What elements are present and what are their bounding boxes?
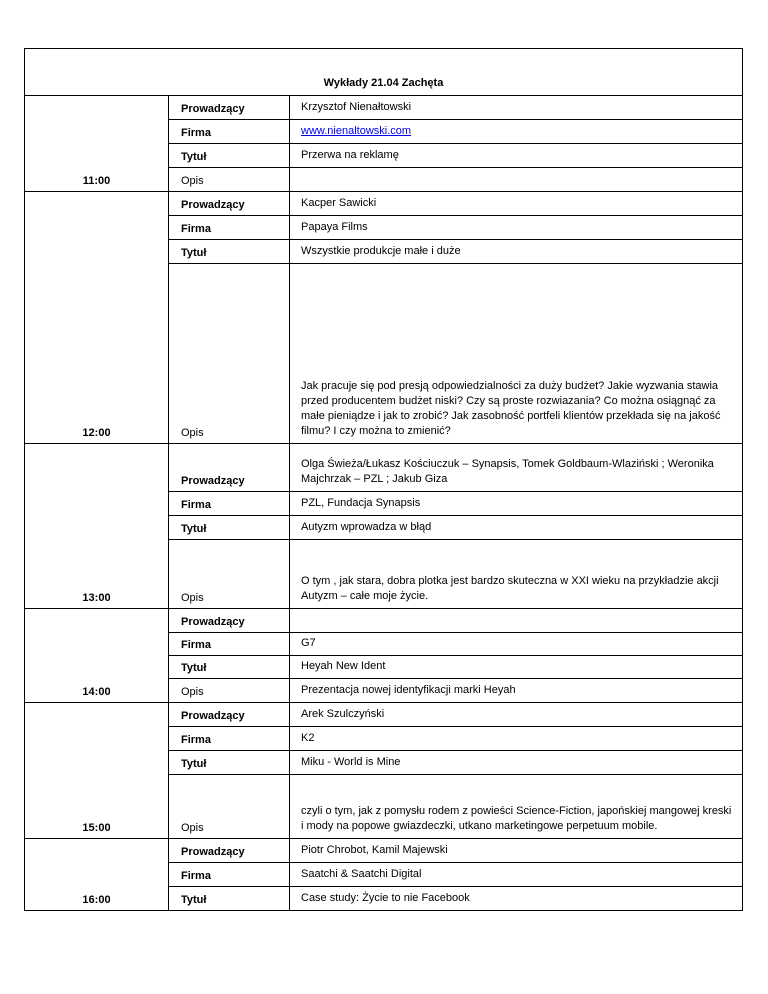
- value-tytul: Case study: Życie to nie Facebook: [301, 892, 470, 904]
- row-opis: [168, 168, 743, 192]
- label-prowadzacy: Prowadzący: [181, 616, 245, 628]
- label-firma: Firma: [181, 870, 211, 882]
- label-prowadzacy: Prowadzący: [181, 475, 245, 487]
- value-firma: PZL, Fundacja Synapsis: [301, 497, 421, 509]
- row-prowadzacy: [168, 444, 743, 492]
- value-tytul: Miku - World is Mine: [301, 756, 401, 768]
- time-cell: [24, 609, 168, 703]
- session-time: 14:00: [82, 686, 111, 698]
- row-firma: [168, 120, 743, 144]
- label-tytul: Tytuł: [181, 894, 207, 906]
- label-firma: Firma: [181, 499, 211, 511]
- value-prowadzacy: Kacper Sawicki: [301, 197, 377, 209]
- label-opis: Opis: [181, 686, 204, 698]
- row-tytul: [168, 656, 743, 679]
- row-tytul: [168, 144, 743, 168]
- row-opis: [168, 679, 743, 703]
- label-firma: Firma: [181, 639, 211, 651]
- row-opis: [168, 775, 743, 839]
- value-prowadzacy: Krzysztof Nienałtowski: [301, 101, 412, 113]
- row-firma: [168, 727, 743, 751]
- session-15-00: [24, 703, 743, 839]
- label-prowadzacy: Prowadzący: [181, 199, 245, 211]
- session-time: 15:00: [82, 822, 111, 834]
- session-16-00: [24, 839, 743, 911]
- label-prowadzacy: Prowadzący: [181, 710, 245, 722]
- row-prowadzacy: [168, 609, 743, 633]
- label-tytul: Tytuł: [181, 151, 207, 163]
- session-11-00: [24, 96, 743, 192]
- value-tytul: Heyah New Ident: [301, 660, 386, 672]
- label-opis: Opis: [181, 427, 204, 439]
- value-opis: Prezentacja nowej identyfikacji marki Heyah: [301, 684, 516, 696]
- value-tytul: Przerwa na reklamę: [301, 149, 399, 161]
- value-firma: G7: [301, 637, 316, 649]
- row-tytul: [168, 887, 743, 911]
- label-prowadzacy: Prowadzący: [181, 846, 245, 858]
- label-opis: Opis: [181, 175, 204, 187]
- row-opis: [168, 264, 743, 444]
- session-14-00: [24, 609, 743, 703]
- label-opis: Opis: [181, 592, 204, 604]
- row-prowadzacy: [168, 96, 743, 120]
- row-firma: [168, 216, 743, 240]
- row-firma: [168, 863, 743, 887]
- value-tytul: Autyzm wprowadza w błąd: [301, 521, 432, 533]
- label-firma: Firma: [181, 223, 211, 235]
- time-cell: [24, 444, 168, 609]
- time-cell: [24, 96, 168, 192]
- time-cell: [24, 839, 168, 911]
- value-opis: O tym , jak stara, dobra plotka jest bardzo skuteczna w XXI wieku na przykładzie akcji Autyzm – całe moje życie.: [301, 575, 719, 602]
- time-cell: [24, 192, 168, 444]
- table-title-row: [24, 48, 743, 96]
- label-tytul: Tytuł: [181, 523, 207, 535]
- value-firma: K2: [301, 732, 315, 744]
- value-opis: czyli o tym, jak z pomysłu rodem z powieści Science-Fiction, japońskiej mangowej kreski i mody na popowe gwiazdeczki, utkano marketingowe perpetuum mobile.: [301, 805, 732, 832]
- row-tytul: [168, 240, 743, 264]
- label-tytul: Tytuł: [181, 247, 207, 259]
- row-prowadzacy: [168, 703, 743, 727]
- session-12-00: [24, 192, 743, 444]
- value-prowadzacy: Arek Szulczyński: [301, 708, 385, 720]
- label-firma: Firma: [181, 734, 211, 746]
- row-firma: [168, 492, 743, 516]
- session-time: 11:00: [82, 175, 111, 187]
- value-firma: Saatchi & Saatchi Digital: [301, 868, 422, 880]
- label-opis: Opis: [181, 822, 204, 834]
- value-opis: Jak pracuje się pod presją odpowiedzialności za duży budżet? Jakie wyzwania stawia przed producentem budżet niski? Czy są proste rozwiazania? Co można osiągnąć za małe pieniądze i jak to zrobić? Jak zasobność portfeli klientów przekłada się na jakość filmu? I czy można to zmienić?: [301, 380, 721, 437]
- label-firma: Firma: [181, 127, 211, 139]
- session-time: 13:00: [82, 592, 111, 604]
- session-time: 16:00: [82, 894, 111, 906]
- row-tytul: [168, 751, 743, 775]
- row-tytul: [168, 516, 743, 540]
- time-cell: [24, 703, 168, 839]
- row-opis: [168, 540, 743, 609]
- session-13-00: [24, 444, 743, 609]
- row-prowadzacy: [168, 192, 743, 216]
- table-title: Wykłady 21.04 Zachęta: [323, 77, 444, 89]
- session-time: 12:00: [82, 427, 111, 439]
- value-prowadzacy: Piotr Chrobot, Kamil Majewski: [301, 844, 448, 856]
- row-firma: [168, 633, 743, 656]
- label-tytul: Tytuł: [181, 662, 207, 674]
- firma-link[interactable]: www.nienaltowski.com: [301, 125, 412, 137]
- value-firma: Papaya Films: [301, 221, 368, 233]
- value-tytul: Wszystkie produkcje małe i duże: [301, 245, 461, 257]
- label-prowadzacy: Prowadzący: [181, 103, 245, 115]
- value-prowadzacy: Olga Świeża/Łukasz Kościuczuk – Synapsis, Tomek Goldbaum-Wlaziński ; Weronika Majchrzak – PZL ; Jakub Giza: [301, 458, 714, 485]
- row-prowadzacy: [168, 839, 743, 863]
- label-tytul: Tytuł: [181, 758, 207, 770]
